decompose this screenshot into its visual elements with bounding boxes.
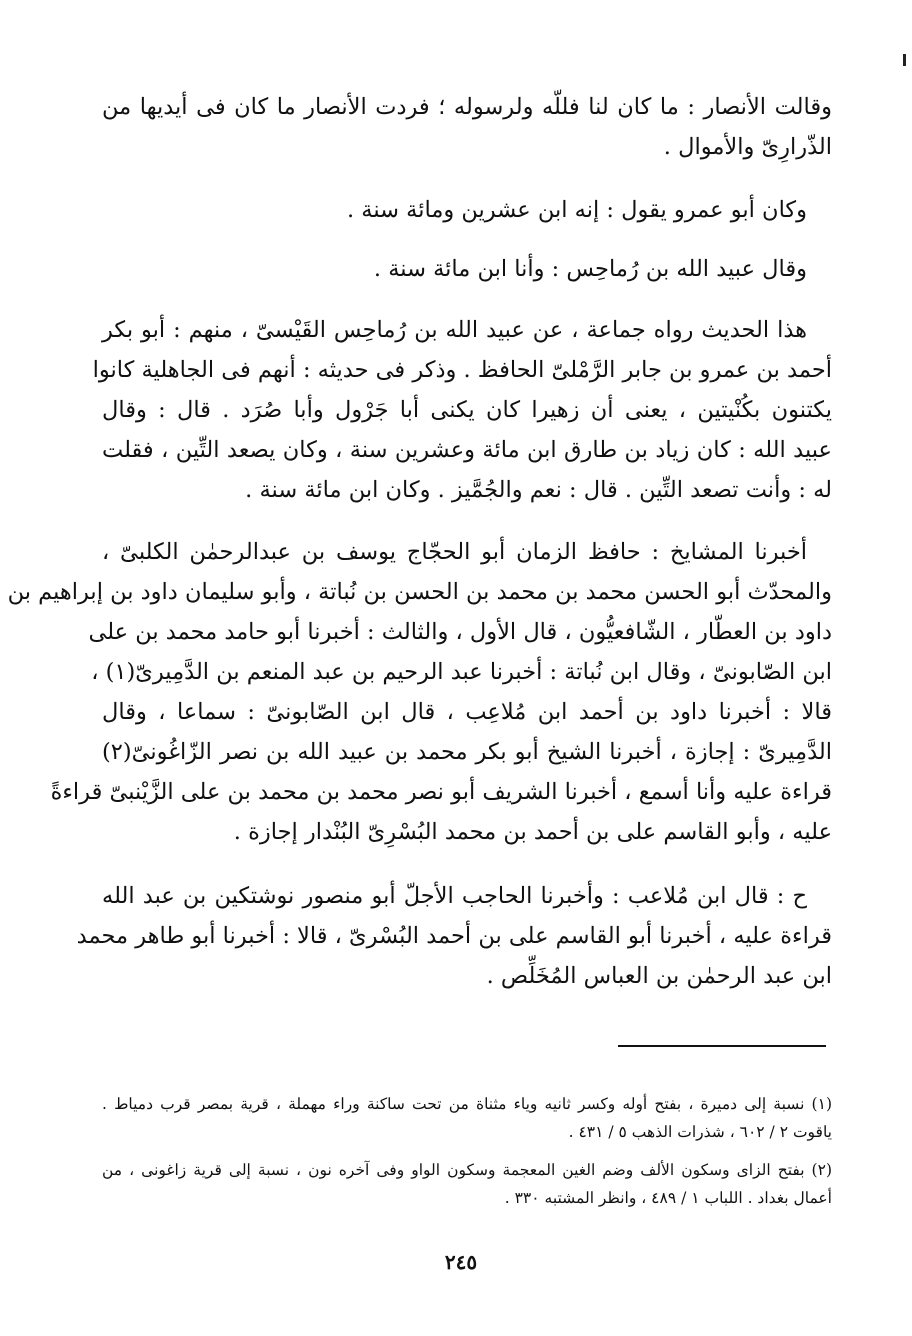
scan-edge-mark: [903, 54, 906, 66]
footnote-line: (١) نسبة إلى دميرة ، بفتح أوله وكسر ثانيه وياء مثناة من تحت ساكنة وراء مهملة ، قرية بمصر قرب دمياط .: [102, 1095, 832, 1113]
text-line: ابن عبد الرحمٰن بن العباس المُخَلِّص .: [486, 963, 832, 989]
text-line: داود بن العطّار ، الشّافعيُّون ، قال الأول ، والثالث : أخبرنا أبو حامد محمد بن على: [88, 619, 832, 645]
text-line: قراءة عليه ، أخبرنا أبو القاسم على بن أحمد البُسْرىّ ، قالا : أخبرنا أبو طاهر محمد: [76, 923, 832, 949]
footnote-line: ياقوت ٢ / ٦٠٢ ، شذرات الذهب ٥ / ٤٣١ .: [568, 1123, 832, 1141]
text-line: وقالت الأنصار : ما كان لنا فللّه ولرسوله ؛ فردت الأنصار ما كان فى أيديها من: [102, 94, 832, 120]
text-line: وكان أبو عمرو يقول : إنه ابن عشرين ومائة سنة .: [347, 197, 807, 223]
text-line: والمحدّث أبو الحسن محمد بن محمد بن الحسن بن نُباتة ، وأبو سليمان داود بن إبراهيم بن: [7, 579, 832, 605]
text-line: أخبرنا المشايخ : حافظ الزمان أبو الحجّاج يوسف بن عبدالرحمٰن الكلبىّ ،: [102, 539, 807, 565]
text-line: عليه ، وأبو القاسم على بن أحمد بن محمد البُسْرِىّ البُنْدار إجازة .: [233, 819, 832, 845]
footnote-line: أعمال بغداد . اللباب ١ / ٤٨٩ ، وانظر المشتبه ٣٣٠ .: [504, 1189, 832, 1207]
text-line: وقال عبيد الله بن رُماحِس : وأنا ابن مائة سنة .: [373, 256, 807, 282]
text-line: الذّرارِىّ والأموال .: [663, 134, 832, 160]
text-line: أحمد بن عمرو بن جابر الرَّمْلىّ الحافظ . وذكر فى حديثه : أنهم فى الجاهلية كانوا: [92, 357, 832, 383]
text-line: له : وأنت تصعد التِّين . قال : نعم والجُمَّيز . وكان ابن مائة سنة .: [245, 477, 832, 503]
text-line: ابن الصّابونىّ ، وقال ابن نُباتة : أخبرنا عبد الرحيم بن عبد المنعم بن الدَّمِيرىّ(١) ،: [91, 659, 832, 685]
text-line: عبيد الله : كان زياد بن طارق ابن مائة وعشرين سنة ، وكان يصعد التِّين ، فقلت: [102, 437, 832, 463]
text-line: الدَّمِيرىّ : إجازة ، أخبرنا الشيخ أبو بكر محمد بن عبيد الله بن نصر الزّاغُونىّ(٢): [102, 739, 832, 765]
text-line: قالا : أخبرنا داود بن أحمد ابن مُلاعِب ، قال ابن الصّابونىّ : سماعا ، وقال: [102, 699, 832, 725]
text-line: ح : قال ابن مُلاعب : وأخبرنا الحاجب الأجلّ أبو منصور نوشتكين بن عبد الله: [102, 883, 807, 909]
text-line: هذا الحديث رواه جماعة ، عن عبيد الله بن رُماحِس القَيْسىّ ، منهم : أبو بكر: [102, 317, 807, 343]
footnote-line: (٢) بفتح الزاى وسكون الألف وضم الغين المعجمة وسكون الواو وفى آخره نون ، نسبة إلى قرية زاغونى ، من: [102, 1161, 832, 1179]
page-number: ٢٤٥: [444, 1250, 478, 1274]
footnote-separator: [618, 1045, 826, 1047]
text-line: قراءة عليه وأنا أسمع ، أخبرنا الشريف أبو نصر محمد بن محمد بن على الزَّيْنبىّ قراءةً: [50, 779, 832, 805]
text-line: يكتنون بكُنْيتين ، يعنى أن زهيرا كان يكنى أبا جَرْول وأبا صُرَد . قال : وقال: [102, 397, 832, 423]
